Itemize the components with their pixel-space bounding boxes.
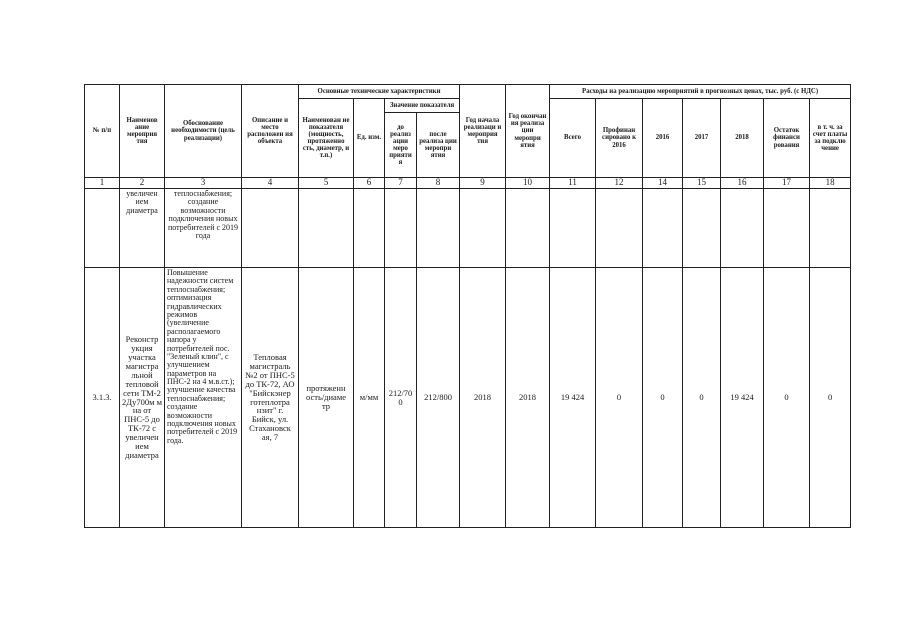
header-justification: Обоснование необходимости (цель реализации) <box>165 85 242 178</box>
cell-name: увеличен ием диаметра <box>120 189 165 268</box>
column-number: 12 <box>596 178 643 189</box>
cell-empty <box>299 189 354 268</box>
header-name: Наименов ание мероприя тия <box>120 85 165 178</box>
cell-total: 19 424 <box>550 268 596 528</box>
cell-indicator-name: протяженн ость/диаме тр <box>299 268 354 528</box>
table-row-continuation <box>85 189 851 268</box>
cell-object-description: Тепловая магистраль №2 от ПНС-5 до ТК-72, АО "Бийскэнер готеплотра нзит" г. Бийск, ул. Стахановск ая, 7 <box>242 268 299 528</box>
cell-2017: 0 <box>683 268 721 528</box>
cell-empty <box>810 189 851 268</box>
header-object-description: Описание и место расположен ия объекта <box>242 85 299 178</box>
header-before: до реализ ации меро прияти я <box>385 113 417 178</box>
cell-empty <box>354 189 385 268</box>
header-financed-2016: Профинан сировано к 2016 <box>596 99 643 178</box>
investment-program-table <box>84 84 851 528</box>
column-number: 11 <box>550 178 596 189</box>
cell-justification: теплоснабжения; создание возможности подключения новых потребителей с 2019 года <box>165 189 242 268</box>
column-number: 8 <box>417 178 460 189</box>
header-num: № п/п <box>85 85 120 178</box>
cell-empty <box>643 189 683 268</box>
header-indicator-name: Наименован ие показателя (мощность, протяженно сть, диаметр, и т.п.) <box>299 99 354 178</box>
column-number: 7 <box>385 178 417 189</box>
cell-empty <box>85 189 120 268</box>
column-number: 2 <box>120 178 165 189</box>
cell-empty <box>721 189 764 268</box>
column-number: 4 <box>242 178 299 189</box>
cell-before: 212/700 <box>385 268 417 528</box>
cell-2016: 0 <box>643 268 683 528</box>
header-remaining: Остаток финанси рования <box>764 99 810 178</box>
header-start-year: Год начала реализаци и мероприя тия <box>460 85 506 178</box>
column-number: 10 <box>506 178 550 189</box>
cell-after: 212/800 <box>417 268 460 528</box>
header-after: после реализа ции меропри ятия <box>417 113 460 178</box>
cell-empty <box>683 189 721 268</box>
column-number: 17 <box>764 178 810 189</box>
cell-empty <box>506 189 550 268</box>
cell-empty <box>460 189 506 268</box>
cell-2018: 19 424 <box>721 268 764 528</box>
header-end-year: Год окончан ия реализа ции меропри ятия <box>506 85 550 178</box>
column-number: 18 <box>810 178 851 189</box>
header-costs: Расходы на реализацию мероприятий в прогнозных ценах, тыс. руб. (с НДС) <box>550 85 851 99</box>
column-number: 9 <box>460 178 506 189</box>
column-number: 15 <box>683 178 721 189</box>
column-number: 5 <box>299 178 354 189</box>
header-tech-characteristics: Основные технические характеристики <box>299 85 460 99</box>
cell-empty <box>764 189 810 268</box>
header-2016: 2016 <box>643 99 683 178</box>
cell-incl-fee: 0 <box>810 268 851 528</box>
header-total: Всего <box>550 99 596 178</box>
cell-justification: Повышение надежности систем теплоснабжения; оптимизация гидравлических режимов (увеличение располагаемого напора у потребителей пос. "Зеленый клин", с улучшением параметров на ПНС-2 на 4 м.в.ст.); улучшение качества теплоснабжения; создание возможности подключения новых потребителей с 2019 года. <box>165 268 242 528</box>
table-row-3-1-3 <box>85 268 851 528</box>
cell-financed-2016: 0 <box>596 268 643 528</box>
cell-start-year: 2018 <box>460 268 506 528</box>
column-number: 14 <box>643 178 683 189</box>
cell-empty <box>417 189 460 268</box>
cell-empty <box>242 189 299 268</box>
header-incl-fee: в т. ч. за счет платы за подклю чение <box>810 99 851 178</box>
header-indicator-value: Значение показателя <box>385 99 460 113</box>
column-number-row <box>85 178 851 189</box>
cell-empty <box>385 189 417 268</box>
cell-end-year: 2018 <box>506 268 550 528</box>
column-number: 1 <box>85 178 120 189</box>
column-number: 3 <box>165 178 242 189</box>
column-number: 6 <box>354 178 385 189</box>
cell-num: 3.1.3. <box>85 268 120 528</box>
cell-unit: м/мм <box>354 268 385 528</box>
column-number: 16 <box>721 178 764 189</box>
cell-empty <box>550 189 596 268</box>
header-2018: 2018 <box>721 99 764 178</box>
header-2017: 2017 <box>683 99 721 178</box>
cell-name: Реконстр укция участка магистра льной тепловой сети ТМ-2 2Ду700м м на от ПНС-5 до ТК-72 с увеличен ием диаметра <box>120 268 165 528</box>
header-unit: Ед. изм. <box>354 99 385 178</box>
cell-remaining: 0 <box>764 268 810 528</box>
cell-empty <box>596 189 643 268</box>
